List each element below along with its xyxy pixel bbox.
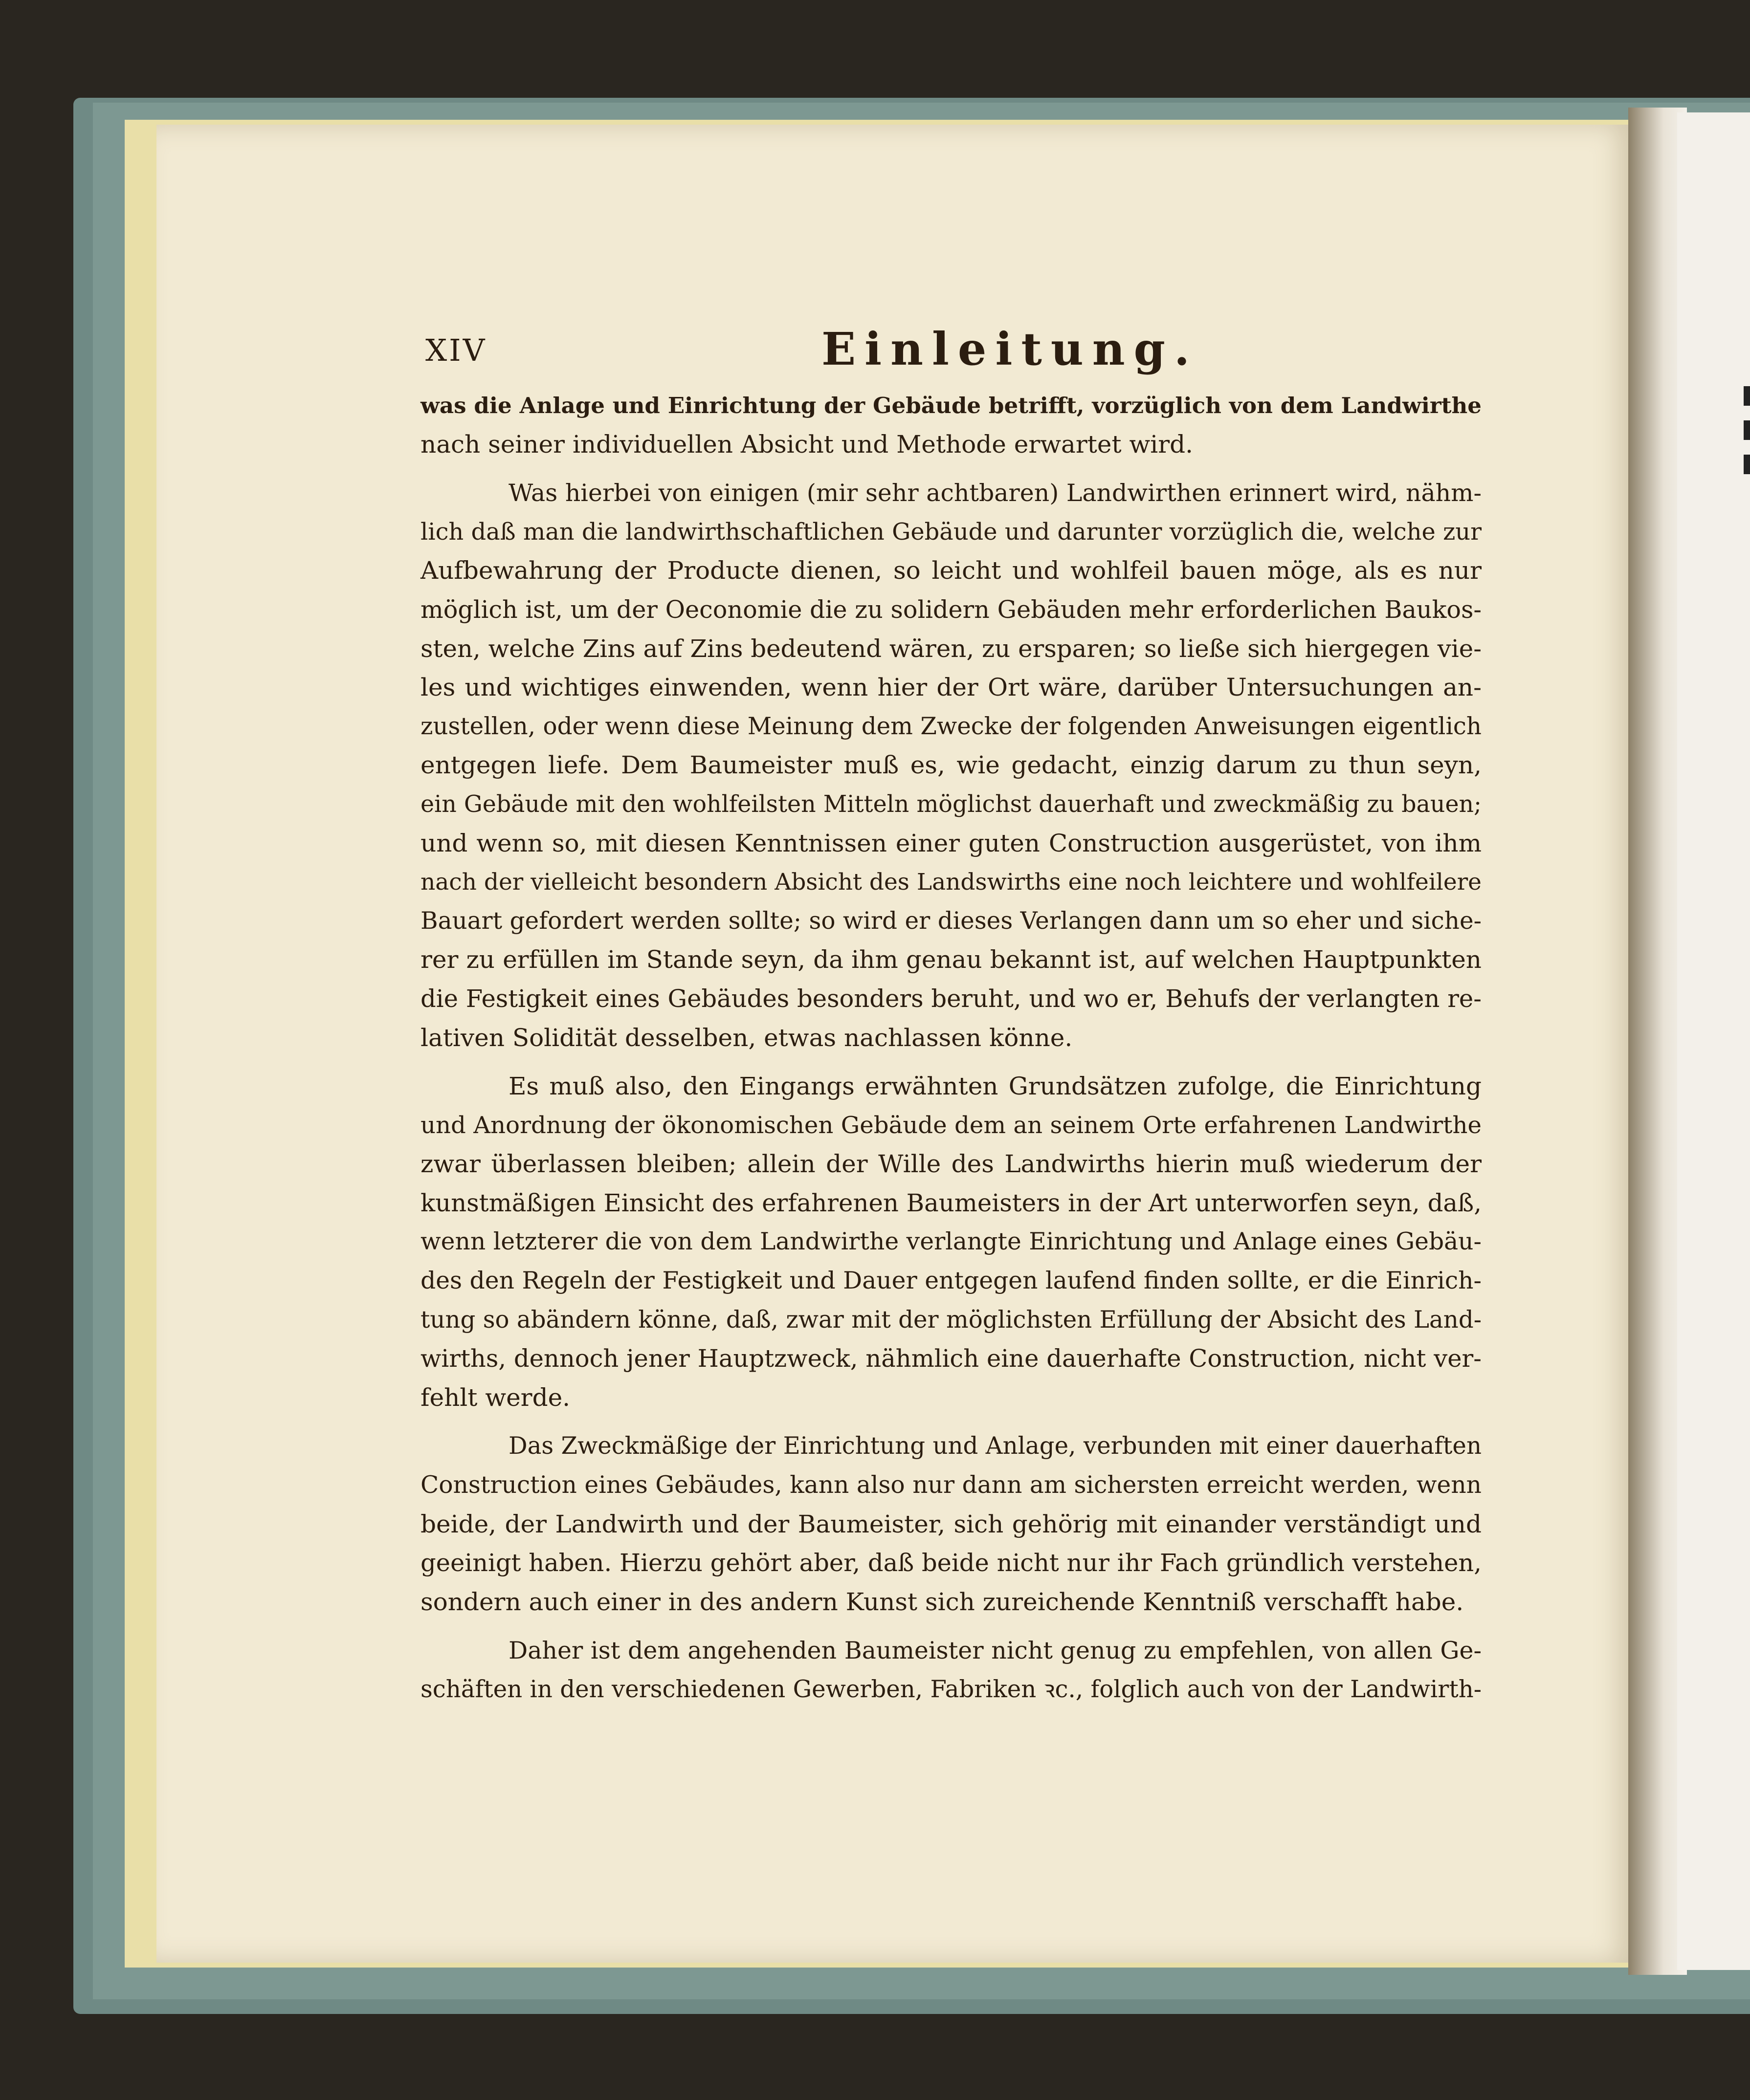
text-line: Es muß also, den Eingangs erwähnten Grundsätzen zufolge, die Einrichtung (509, 1072, 1482, 1101)
text-line: Aufbewahrung der Producte dienen, so leicht und wohlfeil bauen möge, als es nur (421, 556, 1482, 585)
text-line: sten, welche Zins auf Zins bedeutend wären, zu ersparen; so ließe sich hiergegen vie- (421, 634, 1482, 663)
text-line: sondern auch einer in des andern Kunst sich zureichende Kenntniß verschafft habe. (421, 1587, 1464, 1616)
text-line: des den Regeln der Festigkeit und Dauer entgegen laufend finden sollte, er die Einrich- (421, 1267, 1482, 1295)
running-title: Einleitung. (821, 323, 1199, 375)
text-line: lativen Solidität desselben, etwas nachlassen könne. (421, 1023, 1073, 1052)
page-header (421, 323, 1482, 376)
text-line: geeinigt haben. Hierzu gehört aber, daß beide nicht nur ihr Fach gründlich verstehen, (421, 1549, 1482, 1577)
page-text (421, 323, 1482, 1719)
text-line: wirths, dennoch jener Hauptzweck, nähmlich eine dauerhafte Construction, nicht ver- (421, 1344, 1482, 1373)
text-line: wenn letzterer die von dem Landwirthe verlangte Einrichtung und Anlage eines Gebäu- (421, 1228, 1482, 1256)
text-line: und wenn so, mit diesen Kenntnissen einer guten Construction ausgerüstet, von ihm (421, 829, 1482, 857)
text-line: nach der vielleicht besondern Absicht des Landswirths eine noch leichtere und wohlfeilere (421, 869, 1482, 896)
text-line: beide, der Landwirth und der Baumeister, sich gehörig mit einander verständigt und (421, 1509, 1482, 1538)
text-line: zwar überlassen bleiben; allein der Wille des Landwirths hierin muß wiederum der (421, 1150, 1482, 1179)
paragraph (421, 386, 1482, 464)
paragraph (421, 1631, 1482, 1709)
facing-page-mark (1744, 386, 1750, 406)
text-line: rer zu erfüllen im Stande seyn, da ihm genau bekannt ist, auf welchen Hauptpunkten (421, 945, 1482, 974)
text-line: entgegen liefe. Dem Baumeister muß es, wie gedacht, einzig darum zu thun seyn, (421, 751, 1482, 780)
text-line: tung so abändern könne, daß, zwar mit der möglichsten Erfüllung der Absicht des Land- (421, 1306, 1482, 1334)
text-line: kunstmäßigen Einsicht des erfahrenen Baumeisters in der Art unterworfen seyn, daß, (421, 1188, 1482, 1217)
text-line: was die Anlage und Einrichtung der Gebäude betrifft, vorzüglich von dem Landwirthe (421, 393, 1482, 418)
text-line: und Anordnung der ökonomischen Gebäude dem an seinem Orte erfahrenen Landwirthe (421, 1111, 1482, 1139)
facing-page (1677, 112, 1750, 1970)
page-number: XIV (425, 332, 487, 368)
text-line: die Festigkeit eines Gebäudes besonders beruht, und wo er, Behufs der verlangten re- (421, 984, 1482, 1013)
paragraph (421, 1067, 1482, 1417)
text-line: möglich ist, um der Oeconomie die zu solidern Gebäuden mehr erforderlichen Baukos- (421, 595, 1482, 624)
text-line: Was hierbei von einigen (mir sehr achtbaren) Landwirthen erinnert wird, nähm- (509, 479, 1482, 507)
text-line: Construction eines Gebäudes, kann also nur dann am sichersten erreicht werden, wenn (421, 1471, 1482, 1499)
facing-page-mark (1744, 455, 1750, 474)
text-line: schäften in den verschiedenen Gewerben, Fabriken ꝛc., folglich auch von der Landwirth- (421, 1676, 1482, 1703)
text-line: Daher ist dem angehenden Baumeister nicht genug zu empfehlen, von allen Ge- (509, 1637, 1482, 1665)
text-line: zustellen, oder wenn diese Meinung dem Zwecke der folgenden Anweisungen eigentlich (421, 712, 1482, 740)
text-line: Bauart gefordert werden sollte; so wird er dieses Verlangen dann um so eher und siche- (421, 907, 1482, 935)
text-line: Das Zweckmäßige der Einrichtung und Anlage, verbunden mit einer dauerhaften (509, 1432, 1482, 1460)
text-line: ein Gebäude mit den wohlfeilsten Mitteln möglichst dauerhaft und zweckmäßig zu bauen; (421, 790, 1482, 818)
text-line: lich daß man die landwirthschaftlichen Gebäude und darunter vorzüglich die, welche zur (421, 518, 1482, 546)
text-line: les und wichtiges einwenden, wenn hier der Ort wäre, darüber Untersuchungen an- (421, 673, 1482, 702)
facing-page-mark (1744, 420, 1750, 440)
paragraph (421, 474, 1482, 1057)
paragraph (421, 1427, 1482, 1621)
text-line: fehlt werde. (421, 1383, 571, 1412)
text-line: nach seiner individuellen Absicht und Methode erwartet wird. (421, 430, 1194, 459)
